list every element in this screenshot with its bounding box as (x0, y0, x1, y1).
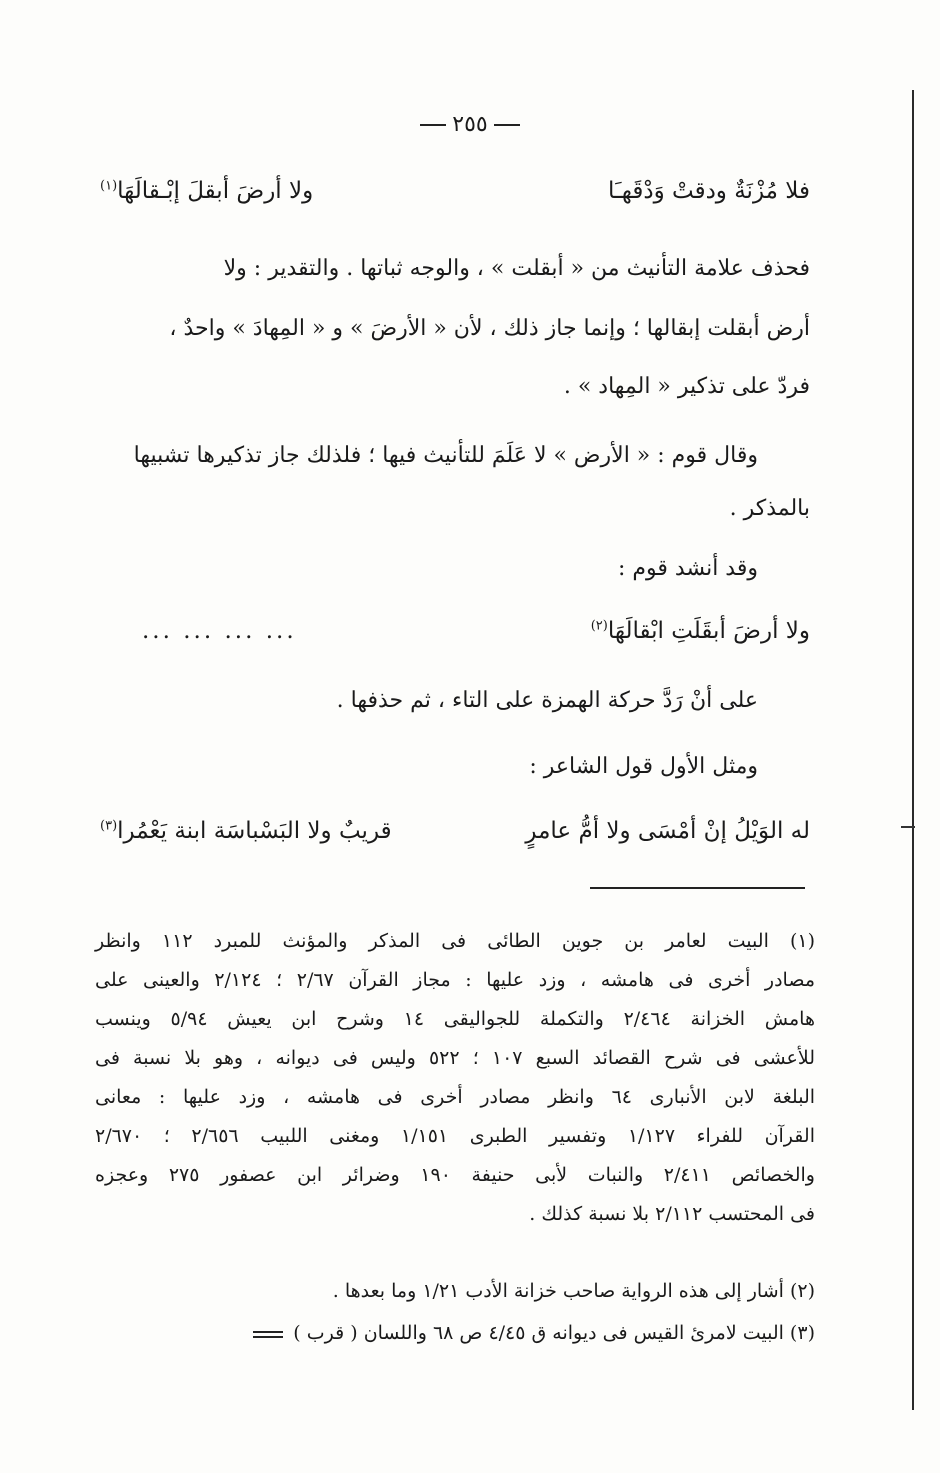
footnote-ref-1: (١) (100, 178, 118, 194)
footnote-1-line-3: هامش الخزانة ٢/٤٦٤ والتكملة للجواليقى ١٤ وشرح ابن يعيش ٥/٩٤ وينسب (95, 1008, 815, 1030)
footnote-1-line-6: القرآن للفراء ١/١٢٧ وتفسير الطبرى ١/١٥١ ومغنى اللبيب ٢/٦٥٦ ؛ ٢/٦٧٠ (95, 1125, 815, 1147)
page-edge-line (912, 90, 914, 1410)
verse-3-second-hemistich: قريبٌ ولا البَسْباسَة ابنة يَعْمُرا (117, 818, 392, 844)
para-3: وقد أنشد قوم : (618, 556, 758, 581)
footnote-1-line-8: فى المحتسب ٢/١١٢ بلا نسبة كذلك . (529, 1203, 815, 1225)
para-4: على أنْ رَدَّ حركة الهمزة على التاء ، ثم حذفها . (336, 688, 758, 713)
footnote-ref-3: (٣) (100, 818, 118, 834)
para-5: ومثل الأول قول الشاعر : (529, 754, 758, 779)
page-number-value: ٢٥٥ (452, 112, 488, 137)
verse-1-second-hemistich: ولا أرضَ أبقلَ إبْـقالَهَا (117, 178, 314, 204)
footnote-separator (590, 887, 805, 889)
para-1-line-1: فحذف علامة التأنيث من « أبقلت » ، والوجه ثباتها . والتقدير : ولا (223, 256, 810, 281)
para-2-line-2: بالمذكر . (729, 496, 810, 521)
footnote-2: (٢) أشار إلى هذه الرواية صاحب خزانة الأدب ١/٢١ وما بعدها . (332, 1280, 815, 1302)
para-1-line-2: أرض أبقلت إبقالها ؛ وإنما جاز ذلك ، لأن « الأرضَ » و « المِهادَ » واحدٌ ، (169, 316, 810, 341)
footnote-3-text: (٣) البيت لامرئ القيس فى ديوانه ق ٤/٤٥ ص ٦٨ واللسان ( قرب ) (293, 1322, 815, 1344)
continuation-mark (253, 1328, 283, 1341)
para-1-line-3: فردّ على تذكير « المِهاد » . (563, 374, 810, 399)
footnote-1-line-7: والخصائص ٢/٤١١ والنبات لأبى حنيفة ١٩٠ وضرائر ابن عصفور ٢٧٥ وعجزه (95, 1164, 815, 1186)
footnote-1-line-5: البلغة لابن الأنبارى ٦٤ وانظر مصادر أخرى فى هامشه ، وزد عليها : معانى (95, 1086, 816, 1108)
verse-3-first-hemistich: له الوَيْلُ إنْ أمْسَى ولا أمُّ عامرٍ (525, 818, 810, 844)
footnote-ref-2: (٢) (590, 618, 608, 634)
verse-2-first-hemistich: ... ... ... ... (142, 618, 297, 644)
footnote-1-line-4: للأعشى فى شرح القصائد السبع ١٠٧ ؛ ٥٢٢ وليس فى ديوانه ، وهو بلا نسبة فى (95, 1047, 815, 1069)
page-edge-tick (901, 826, 915, 828)
footnote-1-line-1: (١) البيت لعامر بن جوين الطائى فى المذكر والمؤنث للمبرد ١١٢ وانظر (95, 930, 815, 952)
footnote-3 (253, 1322, 815, 1344)
verse-2-second-hemistich: ولا أرضَ أبقَلَتِ ابْقالَهَا (607, 618, 810, 644)
page-number (0, 112, 940, 137)
para-2-line-1: وقال قوم : « الأرض » لا عَلَمَ للتأنيث فيها ؛ فلذلك جاز تذكيرها تشبيها (133, 443, 758, 468)
footnote-1-line-2: مصادر أخرى فى هامشه ، وزد عليها : مجاز القرآن ٢/٦٧ ؛ ٢/١٢٤ والعينى على (95, 969, 815, 991)
verse-1-first-hemistich: فلا مُزْنَةٌ ودقتْ وَدْقَهـَا (607, 178, 810, 204)
